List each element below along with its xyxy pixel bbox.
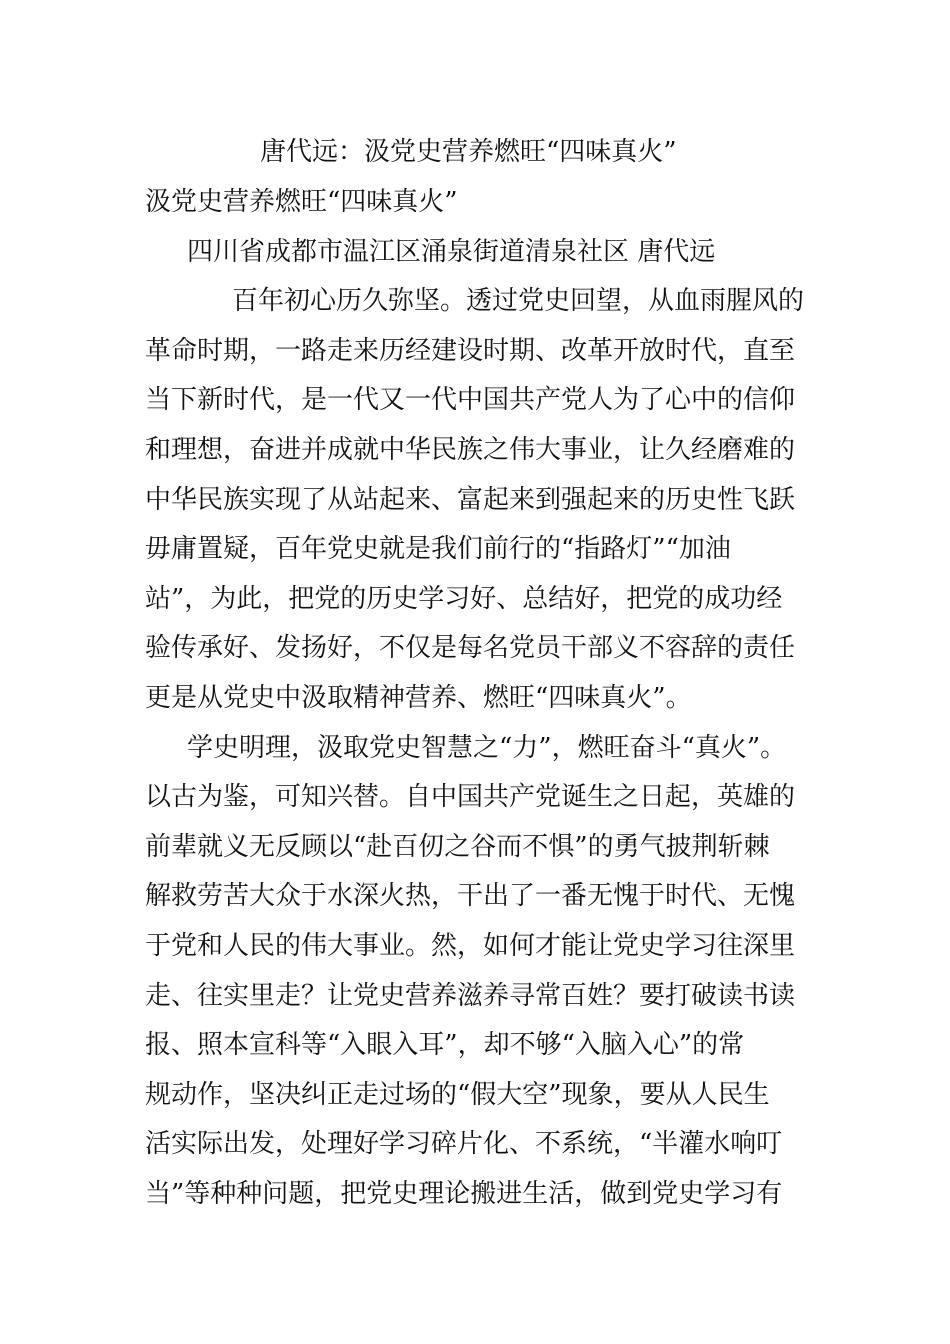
paragraph-2-line: 当”等种种问题，把党史理论搬进生活，做到党史学习有: [145, 1179, 783, 1209]
paragraph-1-line: 站”，为此，把党的历史学习好、总结好，把党的成功经: [145, 584, 783, 614]
paragraph-2-line: 解救劳苦大众于水深火热，干出了一番无愧于时代、无愧: [145, 881, 796, 911]
paragraph-2-line: 学史明理，汲取党史智慧之“力”，燃旺奋斗“真火”。: [187, 733, 787, 763]
paragraph-1-line: 中华民族实现了从站起来、富起来到强起来的历史性飞跃: [145, 485, 796, 515]
paragraph-1-line: 革命时期，一路走来历经建设时期、改革开放时代，直至: [145, 336, 796, 366]
paragraph-1-line: 当下新时代，是一代又一代中国共产党人为了心中的信仰: [145, 385, 796, 415]
paragraph-2-line: 报、照本宣科等“入眼入耳”，却不够“入脑入心”的常: [145, 1030, 745, 1060]
paragraph-1-line: 更是从党史中汲取精神营养、燃旺“四味真火”。: [145, 683, 692, 713]
author-line: 四川省成都市温江区涌泉街道清泉社区 唐代远: [187, 237, 716, 267]
paragraph-2-line: 以古为鉴，可知兴替。自中国共产党诞生之日起，英雄的: [145, 782, 796, 812]
paragraph-2-line: 走、往实里走？让党史营养滋养寻常百姓？要打破读书读: [145, 981, 796, 1011]
paragraph-2-line: 于党和人民的伟大事业。然，如何才能让党史学习往深里: [145, 931, 796, 961]
paragraph-1-line: 百年初心历久弥坚。透过党史回望，从血雨腥风的: [232, 286, 805, 316]
paragraph-2-line: 活实际出发，处理好学习碎片化、不系统，“半灌水响叮: [145, 1129, 783, 1159]
paragraph-2-line: 前辈就义无反顾以“赴百仞之谷而不惧”的勇气披荆斩棘: [145, 832, 770, 862]
paragraph-2-line: 规动作，坚决纠正走过场的“假大空”现象，要从人民生: [145, 1080, 770, 1110]
paragraph-1-line: 毋庸置疑，百年党史就是我们前行的“指路灯”“加油: [145, 534, 731, 564]
document-subtitle: 汲党史营养燃旺“四味真火”: [145, 187, 458, 217]
paragraph-1-line: 和理想，奋进并成就中华民族之伟大事业，让久经磨难的: [145, 435, 796, 465]
paragraph-1-line: 验传承好、发扬好，不仅是每名党员干部义不容辞的责任: [145, 633, 796, 663]
document-title: 唐代远：汲党史营养燃旺“四味真火”: [260, 137, 677, 167]
